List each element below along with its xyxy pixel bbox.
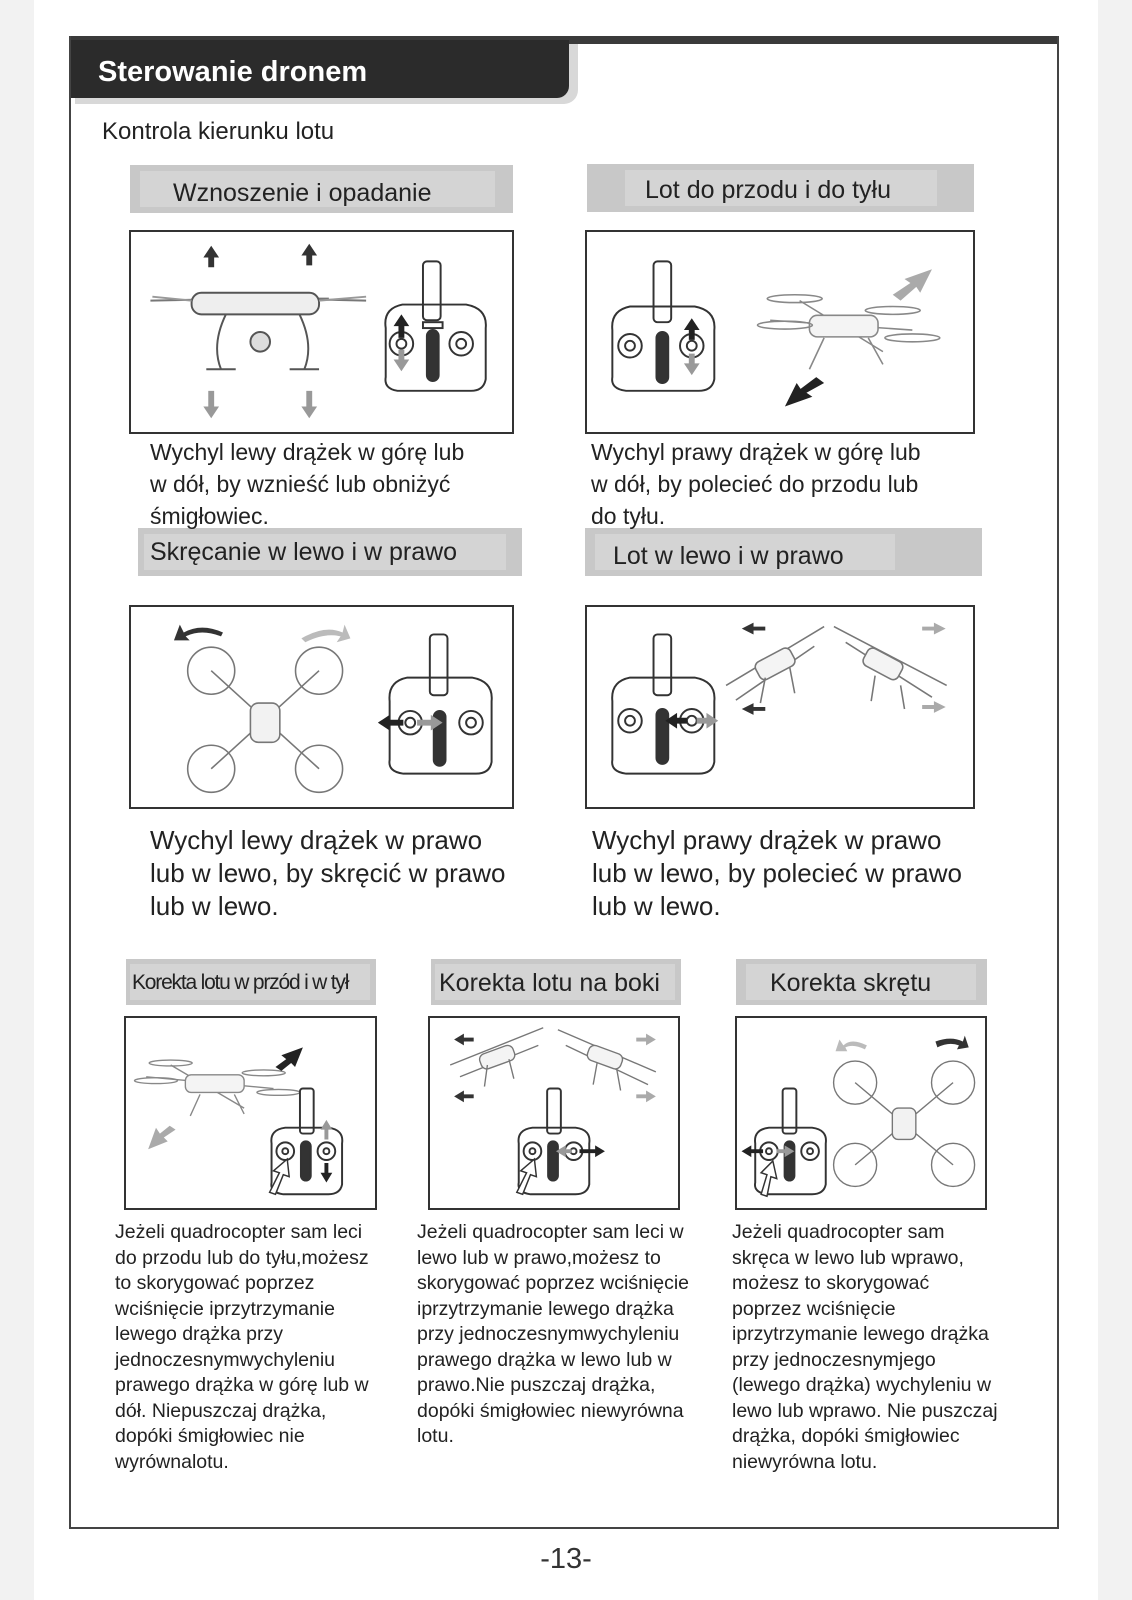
description-line: prawo.Nie puszczaj drążka,: [417, 1374, 656, 1396]
description-line: Wychyl lewy drążek w górę lub: [150, 439, 465, 465]
rotate-left-arrow-icon: [836, 1040, 867, 1052]
heading-trim-yaw-label: Korekta skrętu: [770, 969, 932, 997]
figure-trim-pitch: [124, 1016, 377, 1210]
description-line: Wychyl prawy drążek w prawo: [592, 825, 942, 855]
drone-tilted-icon: [726, 627, 947, 709]
drone-front-icon: [150, 293, 366, 369]
description-line: lub w lewo, by skręcić w prawo: [150, 858, 506, 888]
right-stick-vertical-arrow-icon: [321, 1120, 333, 1183]
drone-top-view-icon: [188, 647, 343, 792]
rotate-right-arrow-icon: [301, 625, 350, 643]
description-line: w dół, by wznieść lub obniżyć: [150, 471, 451, 497]
description-line: skręca w lewo lub wprawo,: [732, 1246, 964, 1269]
figure-trim-roll: [428, 1016, 680, 1210]
heading-pitch-label: Lot do przodu i do tyłu: [645, 176, 891, 204]
description-line: dół. Niepuszczaj drążka,: [115, 1399, 327, 1422]
description-line: prawego drążka w górę lub w: [115, 1374, 369, 1396]
description-line: Wychyl prawy drążek w górę lub: [591, 439, 921, 465]
figure-trim-yaw: [735, 1016, 987, 1210]
description-line: Jeżeli quadrocopter sam: [732, 1221, 945, 1243]
description-line: skorygować poprzez wciśnięcie: [417, 1272, 690, 1294]
heading-trim-roll-label: Korekta lotu na boki: [439, 969, 660, 997]
description-line: lub w lewo.: [592, 891, 721, 921]
description-line: wyrównalotu.: [115, 1450, 229, 1473]
description-line: w dół, by polecieć do przodu lub: [591, 471, 919, 497]
rotate-left-arrow-icon: [174, 625, 223, 641]
heading-yaw: [138, 528, 522, 576]
description-yaw: [150, 824, 505, 923]
down-arrow-icon: [203, 391, 317, 418]
description-altitude: [150, 436, 464, 532]
description-line: wciśnięcie iprzytrzymanie: [115, 1297, 335, 1320]
description-line: śmigłowiec.: [150, 503, 269, 529]
page-title: Sterowanie dronem: [71, 40, 569, 98]
description-trim-pitch: [115, 1220, 369, 1475]
heading-yaw-label: Skręcanie w lewo i w prawo: [150, 538, 458, 566]
description-line: Jeżeli quadrocopter sam leci w: [417, 1221, 684, 1243]
description-trim-roll: [417, 1220, 689, 1450]
figure-altitude: [129, 230, 514, 434]
description-line: przy jednoczesnymwychyleniu: [417, 1323, 680, 1345]
up-arrow-icon: [203, 244, 317, 268]
description-line: drążka, dopóki śmigłowiec: [732, 1425, 960, 1447]
description-line: dopóki śmigłowiec niewyrówna: [417, 1399, 684, 1422]
description-line: lewo lub wprawo. Nie puszczaj: [732, 1399, 998, 1422]
figure-pitch: [585, 230, 975, 434]
backward-arrow-icon: [785, 377, 824, 406]
description-line: iprzytrzymanie lewego drążka: [417, 1297, 674, 1320]
drone-angled-icon: [757, 295, 939, 370]
forward-arrow-icon: [893, 269, 932, 300]
remote-controller-icon: [389, 634, 491, 773]
drone-angled-icon: [134, 1060, 300, 1116]
description-line: niewyrówna lotu.: [732, 1450, 878, 1473]
figure-yaw: [129, 605, 514, 809]
press-indicator-arrow-icon: [761, 1161, 777, 1196]
press-indicator-arrow-icon: [517, 1159, 537, 1194]
figure-roll: [585, 605, 975, 809]
description-line: Jeżeli quadrocopter sam leci: [115, 1221, 363, 1243]
description-line: możesz to skorygować: [732, 1272, 930, 1294]
description-line: to skorygować poprzez: [115, 1272, 315, 1294]
rotate-right-arrow-icon: [935, 1036, 968, 1050]
description-line: lewego drążka przy: [115, 1323, 283, 1345]
left-stick-horizontal-arrow-icon: [742, 1145, 795, 1157]
drone-top-view-icon: [834, 1061, 975, 1186]
heading-altitude: [130, 165, 513, 213]
description-line: lotu.: [417, 1425, 454, 1447]
heading-trim-pitch-label: Korekta lotu w przód i w tył: [132, 971, 349, 994]
description-line: lewo lub w prawo,możesz to: [417, 1246, 661, 1269]
description-trim-yaw: [732, 1220, 998, 1475]
page-subtitle: Kontrola kierunku lotu: [102, 118, 335, 145]
heading-trim-roll: [431, 959, 681, 1005]
heading-roll-label: Lot w lewo i w prawo: [613, 542, 844, 570]
description-roll: [592, 824, 962, 923]
page-number: -13-: [540, 1543, 592, 1575]
description-line: prawego drążka w lewo lub w: [417, 1348, 672, 1371]
description-line: do tyłu.: [591, 503, 666, 529]
description-line: do przodu lub do tyłu,możesz: [115, 1246, 369, 1269]
heading-pitch: [587, 164, 974, 212]
description-line: iprzytrzymanie lewego drążka: [732, 1323, 989, 1345]
description-line: (lewego drążka) wychyleniu w: [732, 1374, 992, 1396]
description-line: poprzez wciśnięcie: [732, 1297, 896, 1320]
description-line: dopóki śmigłowiec nie: [115, 1425, 305, 1447]
description-line: przy jednoczesnymjego: [732, 1348, 936, 1371]
description-line: lub w lewo, by polecieć w prawo: [592, 858, 962, 888]
description-line: Wychyl lewy drążek w prawo: [150, 825, 483, 855]
heading-trim-yaw: [736, 959, 987, 1005]
remote-controller-icon: [612, 261, 714, 390]
forward-arrow-icon: [275, 1047, 302, 1071]
backward-arrow-icon: [148, 1126, 175, 1150]
description-line: lub w lewo.: [150, 891, 279, 921]
heading-trim-pitch: [126, 959, 376, 1005]
remote-controller-icon: [612, 634, 714, 773]
heading-roll: [585, 528, 982, 576]
description-line: jednoczesnymwychyleniu: [115, 1348, 336, 1371]
heading-altitude-label: Wznoszenie i opadanie: [173, 179, 432, 207]
description-pitch: [591, 436, 921, 532]
drone-tilted-icon: [450, 1028, 656, 1091]
